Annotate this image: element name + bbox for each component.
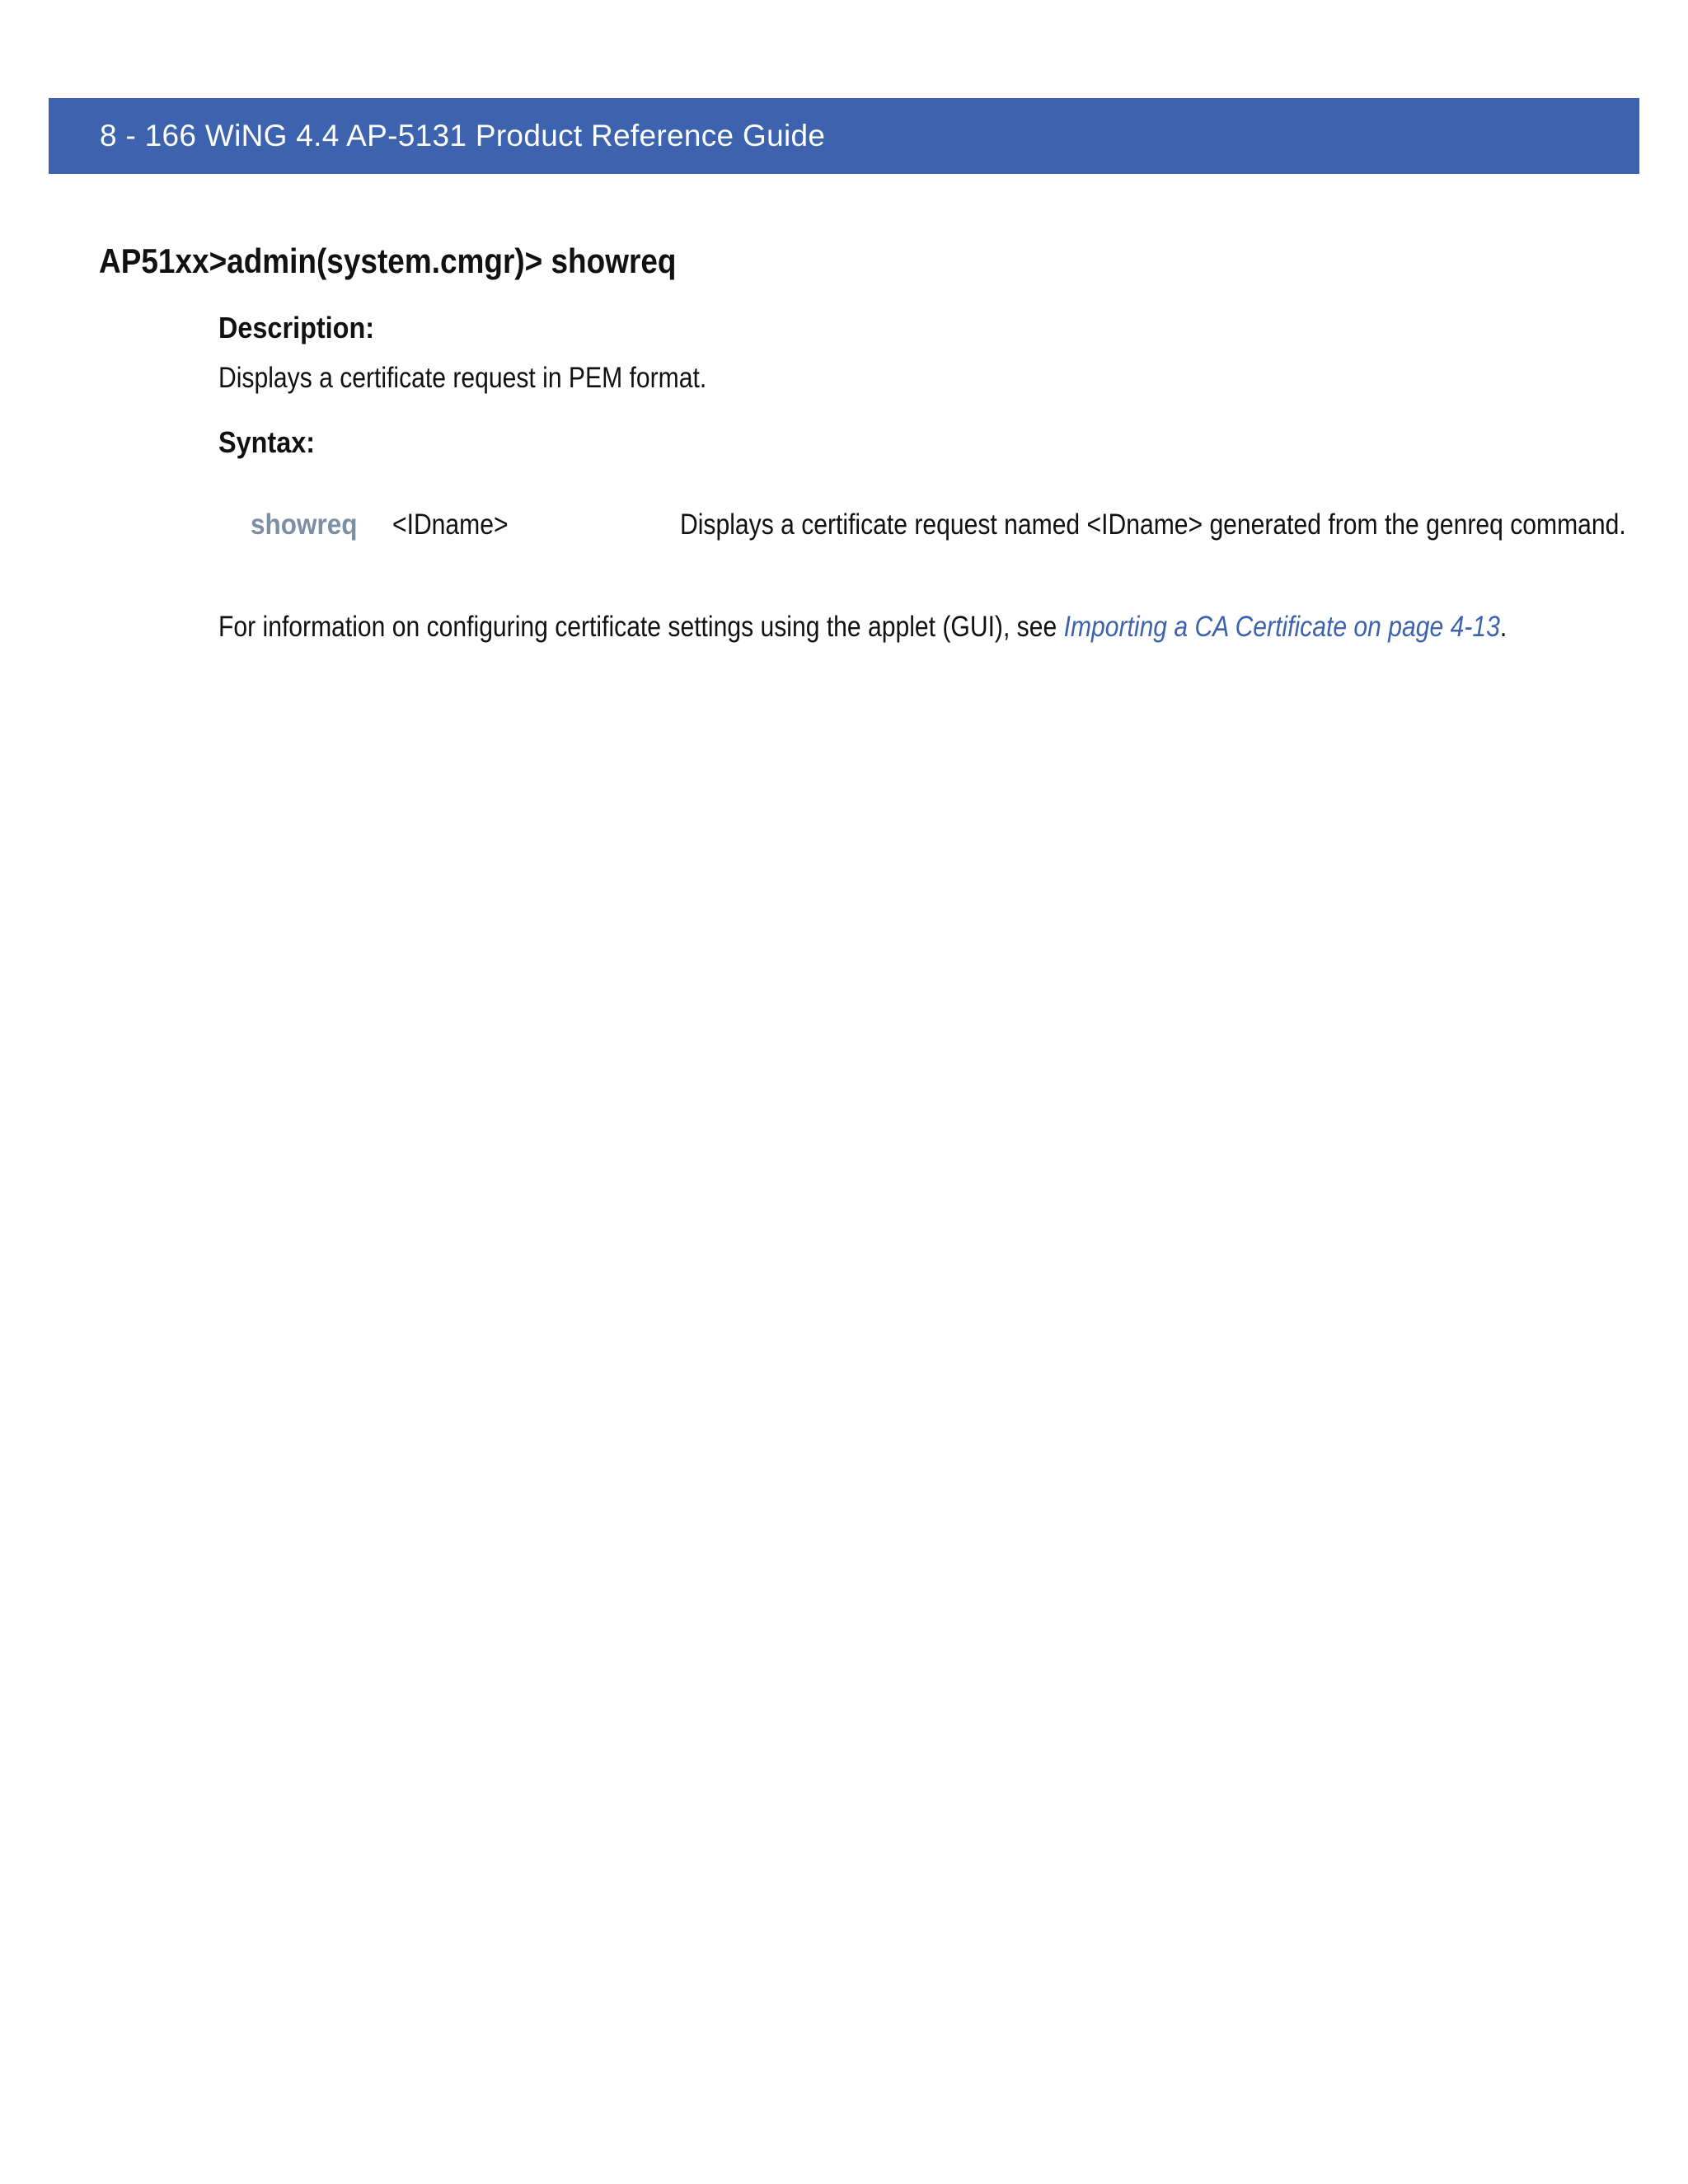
syntax-command: showreq <box>251 509 358 541</box>
syntax-label: Syntax: <box>218 425 316 459</box>
page-header-bar <box>49 98 1639 174</box>
syntax-parameter: <IDname> <box>392 509 509 541</box>
info-suffix-text: . <box>1499 611 1507 643</box>
info-prefix-text: For information on configuring certificate settings using the applet (GUI), see <box>218 611 1064 643</box>
command-heading: AP51xx>admin(system.cmgr)> showreq <box>99 241 677 280</box>
info-paragraph <box>218 607 1507 648</box>
syntax-table-row <box>0 504 1688 547</box>
description-label: Description: <box>218 311 375 344</box>
cross-reference-link[interactable]: Importing a CA Certificate on page 4-13 <box>1063 611 1500 643</box>
description-text: Displays a certificate request in PEM format. <box>218 362 707 394</box>
syntax-description: Displays a certificate request named <IDname> generated from the genreq command. <box>680 509 1626 541</box>
page-header-title: 8 - 166 WiNG 4.4 AP-5131 Product Reference Guide <box>100 119 826 152</box>
